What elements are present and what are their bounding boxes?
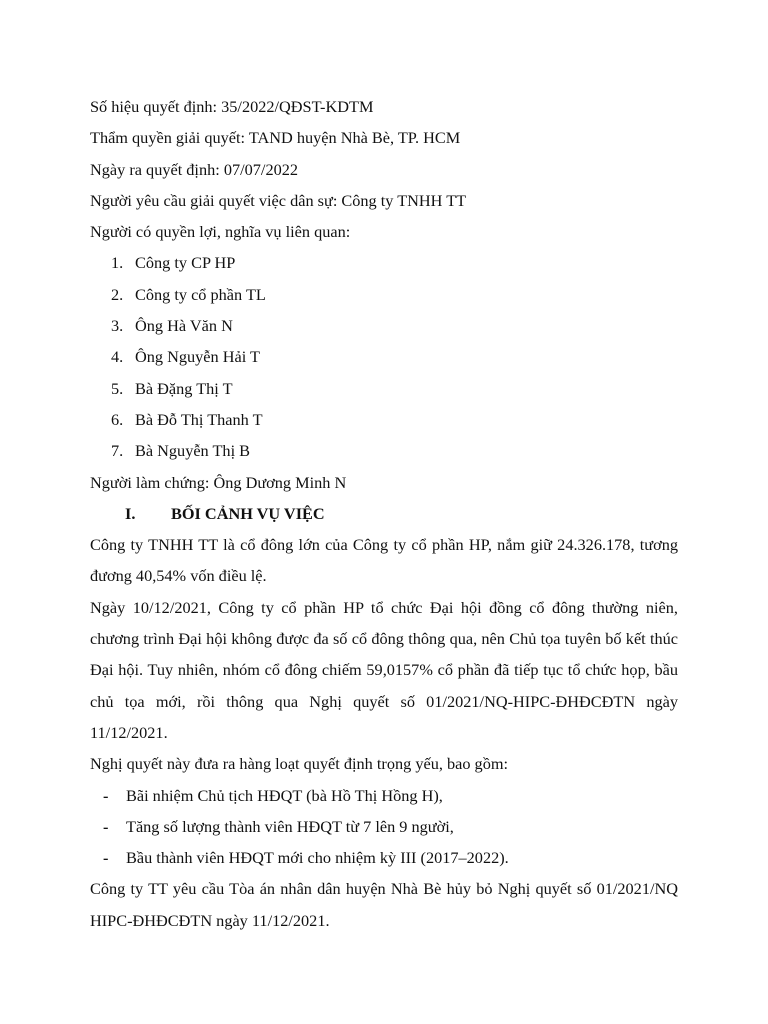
bullet-dash: - [103,785,109,805]
paragraph-request: Công ty TT yêu cầu Tòa án nhân dân huyện Nhà Bè hủy bỏ Nghị quyết số 01/2021/NQ HIPC-ĐHĐCĐTN ngày 11/12/2021. [90,879,678,930]
requester: Người yêu cầu giải quyết việc dân sự: Công ty TNHH TT [90,190,467,210]
bullet-dash: - [103,848,109,868]
list-item-text: Công ty cổ phần TL [135,284,266,304]
section-title: BỐI CẢNH VỤ VIỆC [171,503,325,523]
list-item [90,247,678,278]
section-number: I. [125,503,136,523]
resolution-bullet-list [90,780,678,874]
bullet-dash: - [103,816,109,836]
document-body [90,91,678,936]
list-item-number: 7. [111,441,124,461]
list-item [90,310,678,341]
list-item [90,279,678,310]
related-parties-label: Người có quyền lợi, nghĩa vụ liên quan: [90,222,351,242]
bullet-text: Tăng số lượng thành viên HĐQT từ 7 lên 9 người, [126,816,454,836]
list-item-number: 1. [111,253,124,273]
paragraph-meeting: Ngày 10/12/2021, Công ty cổ phần HP tổ chức Đại hội đồng cổ đông thường niên, chương trình Đại hội không được đa số cổ đông thông qua, nên Chủ tọa tuyên bố kết thúc Đại hội. Tuy nhiên, nhóm cổ đông chiếm 59,0157% cổ phần đã tiếp tục tổ chức họp, bầu chủ tọa mới, rồi thông qua Nghị quyết số 01/2021/NQ-HIPC-ĐHĐCĐTN ngày 11/12/2021. [90,597,678,742]
list-item [90,435,678,466]
section-heading [90,498,678,529]
bullet-text: Bầu thành viên HĐQT mới cho nhiệm kỳ III (2017–2022). [126,848,509,868]
paragraph-resolution-intro: Nghị quyết này đưa ra hàng loạt quyết định trọng yếu, bao gồm: [90,754,509,774]
list-item-text: Bà Đỗ Thị Thanh T [135,409,263,429]
paragraph-shareholder: Công ty TNHH TT là cổ đông lớn của Công ty cổ phần HP, nắm giữ 24.326.178, tương đương 40,54% vốn điều lệ. [90,535,678,586]
list-item-number: 5. [111,378,124,398]
list-item-number: 3. [111,316,124,336]
list-item-text: Ông Hà Văn N [135,316,233,336]
bullet-item [90,842,678,873]
list-item [90,404,678,435]
decision-number: Số hiệu quyết định: 35/2022/QĐST-KDTM [90,97,374,116]
list-item-text: Công ty CP HP [135,253,236,273]
jurisdiction: Thẩm quyền giải quyết: TAND huyện Nhà Bè, TP. HCM [90,128,461,148]
bullet-item [90,780,678,811]
decision-date: Ngày ra quyết định: 07/07/2022 [90,159,299,179]
list-item [90,341,678,372]
related-parties-list [90,247,678,466]
list-item-text: Bà Nguyễn Thị B [135,441,251,461]
list-item-text: Bà Đặng Thị T [135,378,233,398]
list-item-text: Ông Nguyễn Hải T [135,347,260,367]
witness: Người làm chứng: Ông Dương Minh N [90,472,347,492]
list-item-number: 4. [111,347,124,367]
bullet-item [90,811,678,842]
list-item-number: 2. [111,284,124,304]
list-item-number: 6. [111,409,124,429]
list-item [90,373,678,404]
bullet-text: Bãi nhiệm Chủ tịch HĐQT (bà Hồ Thị Hồng H), [126,785,443,805]
